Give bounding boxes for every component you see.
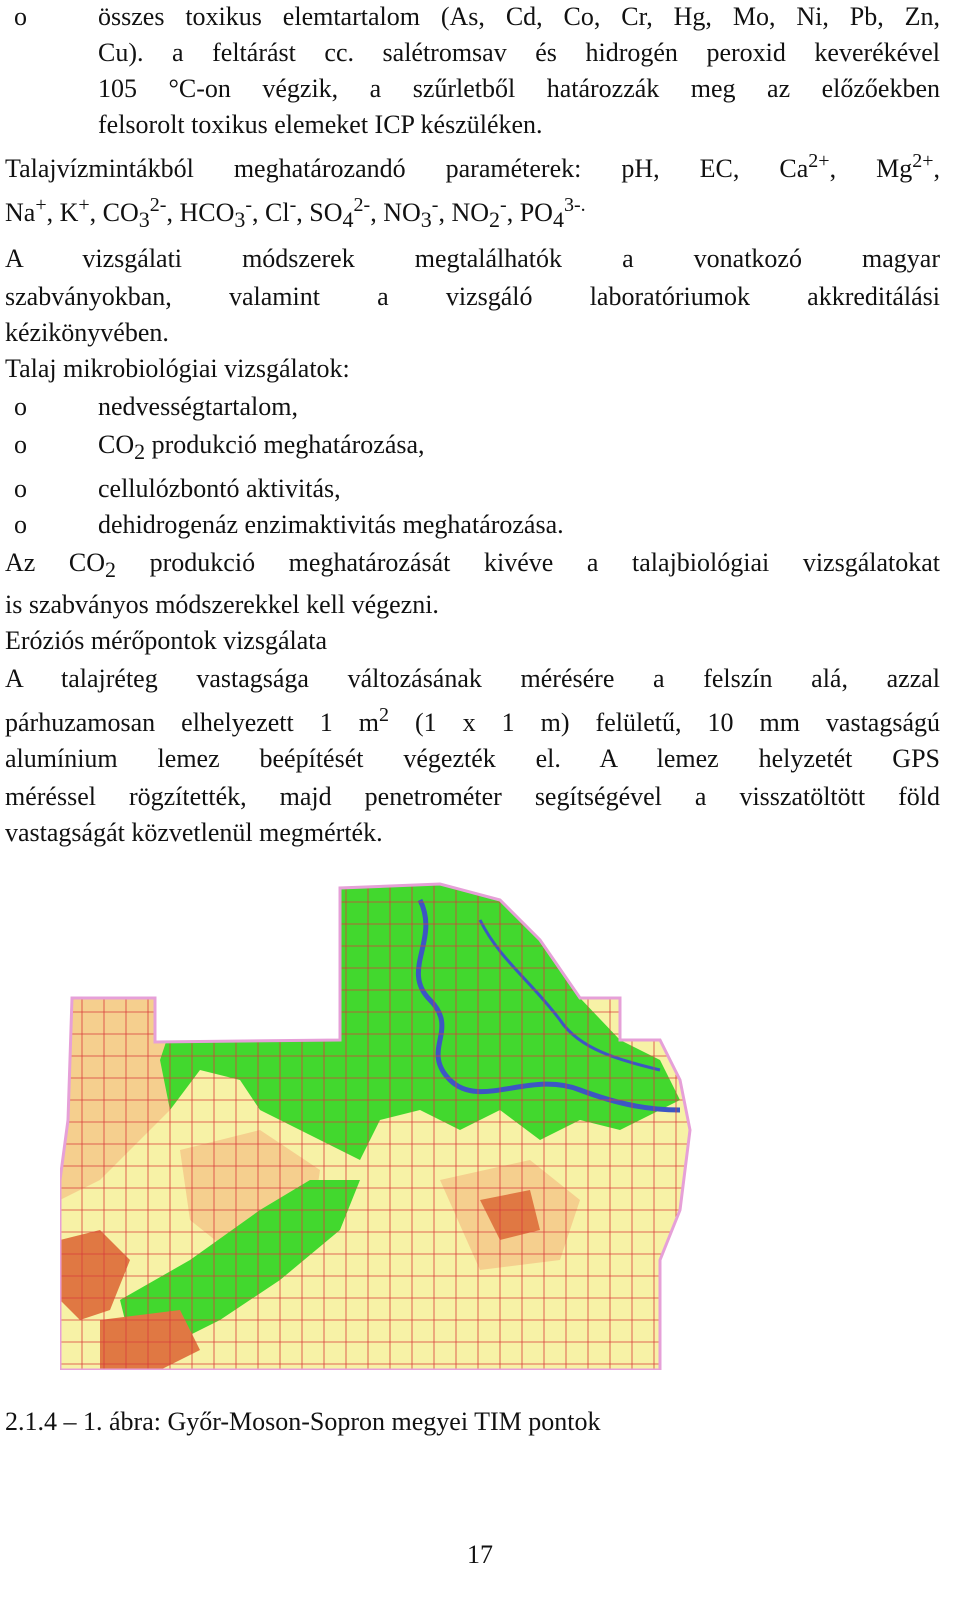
water-params-line1: Talajvízmintákból meghatározandó paraméterek: pH, EC, $Ca^{2+}$, $Mg^{2+}$, [5,150,941,183]
co2-note-line1: Az $CO_2$ produkció meghatározását kivéve a talajbiológiai vizsgálatokat [5,548,941,582]
micro-item: cellulózbontó aktivitás, [98,474,341,503]
co2-note-line2: is szabványos módszerekkel kell végezni. [5,590,439,619]
erosion-line: alumínium lemez beépítését végezték el. A lemez helyzetét GPS [5,744,940,773]
list-bullet: o [14,510,27,539]
erosion-line: méréssel rögzítették, majd penetrométer segítségével a visszatöltött föld [5,782,940,811]
erosion-line: vastagságát közvetlenül megmérték. [5,818,383,847]
micro-item: $CO_2$ produkció meghatározása, [98,430,425,464]
map-svg [60,880,700,1370]
methods-line: szabványokban, valamint a vizsgáló laboratóriumok akkreditálási [5,282,940,311]
erosion-heading: Eróziós mérőpontok vizsgálata [5,626,328,655]
list-bullet: o [14,430,27,459]
water-params-line2: Na+, K+, $CO_3^{2-}$, $HCO_3^-$, Cl-, $SO_4^{2-}$, $NO_3^-$, $NO_2^-$, $PO_4^{3-.}$ [5,194,586,232]
figure-caption: 2.1.4 – 1. ábra: Győr-Moson-Sopron megyei TIM pontok [5,1407,601,1436]
list-bullet: o [14,2,27,31]
list-bullet: o [14,474,27,503]
micro-item: nedvességtartalom, [98,392,298,421]
methods-line: A vizsgálati módszerek megtalálhatók a vonatkozó magyar [5,244,940,273]
list-item-line: 105 °C-on végzik, a szűrletből határozzák meg az előzőekben [98,74,940,103]
tim-points-map [60,880,700,1370]
erosion-line: A talajréteg vastagsága változásának mérésére a felszín alá, azzal [5,664,940,693]
list-bullet: o [14,392,27,421]
micro-item: dehidrogenáz enzimaktivitás meghatározása. [98,510,564,539]
page-number: 17 [467,1540,493,1569]
list-item-line: Cu). a feltárást cc. salétromsav és hidrogén peroxid keverékével [98,38,940,67]
map-regions [60,880,700,1370]
list-item-line: felsorolt toxikus elemeket ICP készüléken. [98,110,543,139]
methods-line: kézikönyvében. [5,318,169,347]
erosion-line: párhuzamosan elhelyezett 1 $m^2$ (1 x 1 m) felületű, 10 mm vastagságú [5,704,940,737]
micro-heading: Talaj mikrobiológiai vizsgálatok: [5,354,350,383]
list-item-line: összes toxikus elemtartalom (As, Cd, Co, Cr, Hg, Mo, Ni, Pb, Zn, [98,2,940,31]
